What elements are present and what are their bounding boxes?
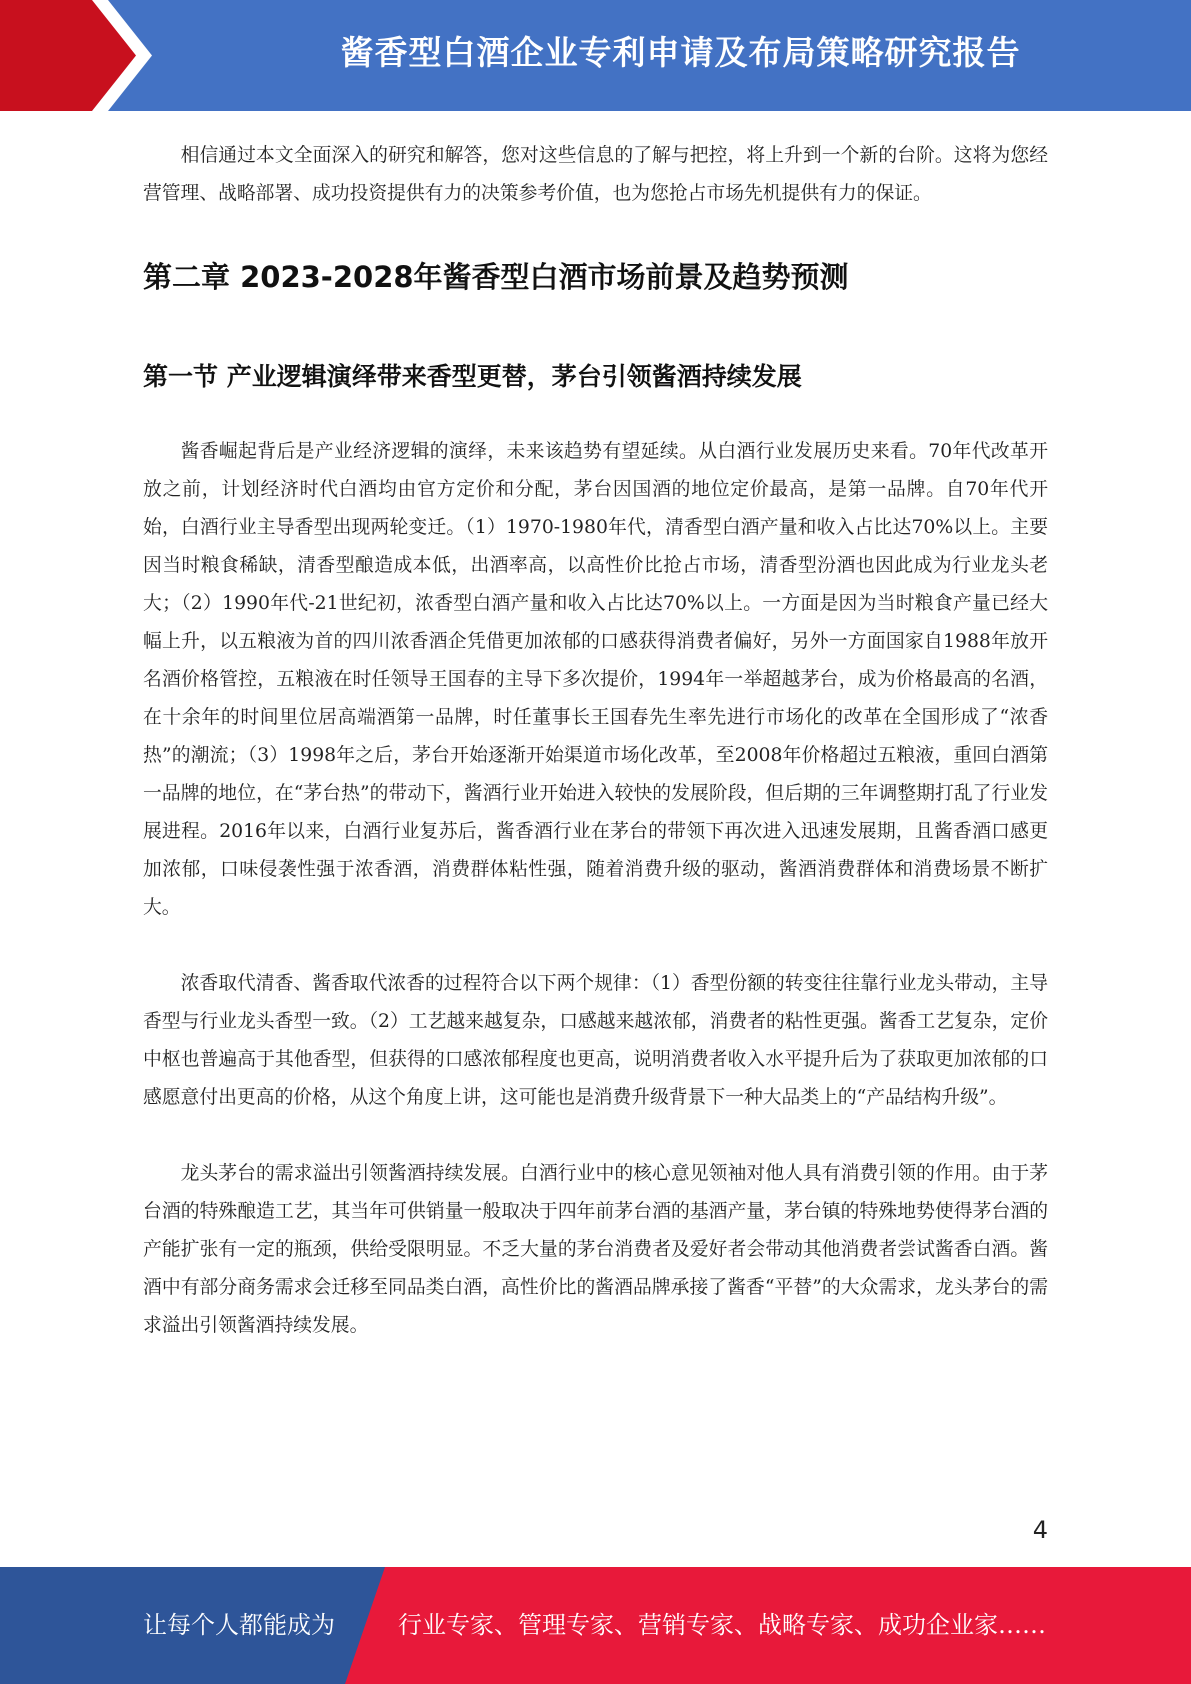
intro-paragraph: 相信通过本文全面深入的研究和解答，您对这些信息的了解与把控，将上升到一个新的台阶。这将为您经营管理、战略部署、成功投资提供有力的决策参考价值，也为您抢占市场先机提供有力的保证。 [143, 145, 1048, 204]
body-paragraph-1: 酱香崛起背后是产业经济逻辑的演绎，未来该趋势有望延续。从白酒行业发展历史来看。70年代改革开放之前，计划经济时代白酒均由官方定价和分配，茅台因国酒的地位定价最高，是第一品牌。自70年代开始，白酒行业主导香型出现两轮变迁。（1）1970-1980年代，清香型白酒产量和收入占比达70%以上。主要因当时粮食稀缺，清香型酿造成本低，出酒率高，以高性价比抢占市场，清香型汾酒也因此成为行业龙头老大；（2）1990年代-21世纪初，浓香型白酒产量和收入占比达70%以上。一方面是因为当时粮食产量已经大幅上升，以五粮液为首的四川浓香酒企凭借更加浓郁的口感获得消费者偏好，另外一方面国家自1988年放开名酒价格管控，五粮液在时任领导王国春的主导下多次提价，1994年一举超越茅台，成为价格最高的名酒，在十余年的时间里位居高端酒第一品牌，时任董事长王国春先生率先进行市场化的改革在全国形成了“浓香热”的潮流；（3）1998年之后，茅台开始逐渐开始渠道市场化改革，至2008年价格超过五粮液，重回白酒第一品牌的地位，在“茅台热”的带动下，酱酒行业开始进入较快的发展阶段，但后期的三年调整期打乱了行业发展进程。2016年以来，白酒行业复苏后，酱香酒行业在茅台的带领下再次进入迅速发展期，且酱香酒口感更加浓郁，口味侵袭性强于浓香酒，消费群体粘性强，随着消费升级的驱动，酱酒消费群体和消费场景不断扩大。 [143, 441, 1048, 918]
header-bar [0, 0, 1191, 111]
footer-slogan-left: 让每个人都能成为 [143, 1611, 335, 1639]
chapter-title: 第二章 2023-2028年酱香型白酒市场前景及趋势预测 [143, 260, 849, 294]
footer-bar [0, 1567, 1191, 1684]
body-paragraph-2: 浓香取代清香、酱香取代浓香的过程符合以下两个规律：（1）香型份额的转变往往靠行业龙头带动，主导香型与行业龙头香型一致。（2）工艺越来越复杂，口感越来越浓郁，消费者的粘性更强。酱香工艺复杂，定价中枢也普遍高于其他香型，但获得的口感浓郁程度也更高，说明消费者收入水平提升后为了获取更加浓郁的口感愿意付出更高的价格，从这个角度上讲，这可能也是消费升级背景下一种大品类上的“产品结构升级”。 [143, 973, 1048, 1108]
page-number: 4 [1032, 1516, 1048, 1544]
section-title: 第一节 产业逻辑演绎带来香型更替，茅台引领酱酒持续发展 [143, 362, 802, 391]
header-arrow-decoration [0, 0, 200, 111]
footer-slogan-right: 行业专家、管理专家、营销专家、战略专家、成功企业家…… [398, 1611, 1046, 1639]
body-paragraph-3: 龙头茅台的需求溢出引领酱酒持续发展。白酒行业中的核心意见领袖对他人具有消费引领的作用。由于茅台酒的特殊酿造工艺，其当年可供销量一般取决于四年前茅台酒的基酒产量，茅台镇的特殊地势使得茅台酒的产能扩张有一定的瓶颈，供给受限明显。不乏大量的茅台消费者及爱好者会带动其他消费者尝试酱香白酒。酱酒中有部分商务需求会迁移至同品类白酒，高性价比的酱酒品牌承接了酱香“平替”的大众需求，龙头茅台的需求溢出引领酱酒持续发展。 [143, 1163, 1048, 1336]
page-content [143, 137, 1048, 1345]
report-title: 酱香型白酒企业专利申请及布局策略研究报告 [340, 33, 1021, 72]
